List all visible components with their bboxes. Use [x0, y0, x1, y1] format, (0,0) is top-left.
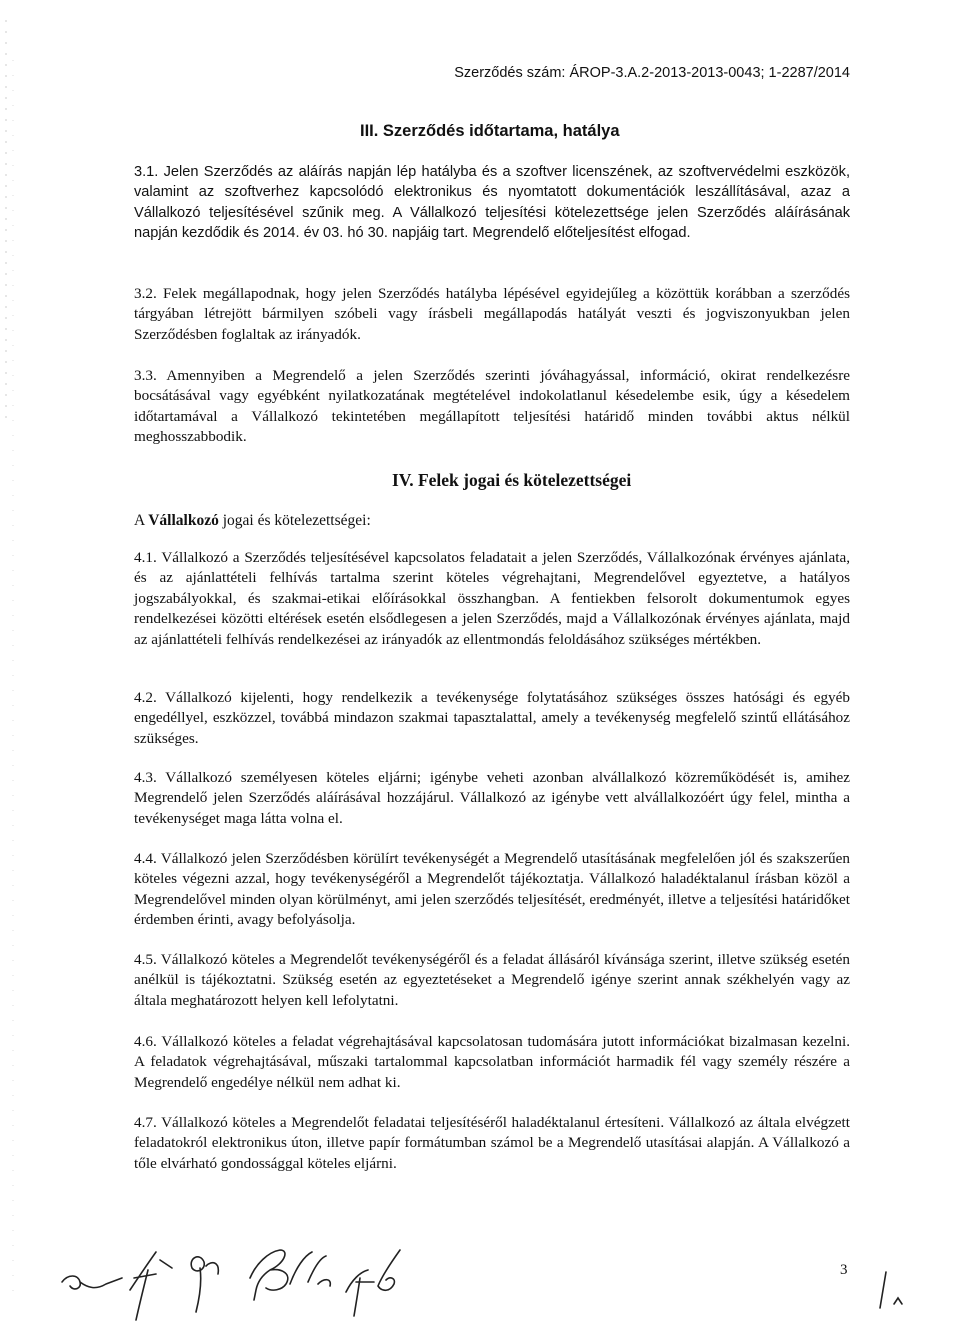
paragraph-4-5: 4.5. Vállalkozó köteles a Megrendelőt tevékenységéről és a feladat állásáról kívánsága szerint, illetve szükség esetén anélkül is tájékoztatni. Szükség esetén az egyeztetéseket a Megrendelő igénye szerint annak székhelyén vagy az általa meghatározott helyen kell lefolytatni. — [134, 951, 850, 1009]
subhead-suffix: jogai és kötelezettségei: — [218, 512, 371, 529]
contract-reference: Szerződés szám: ÁROP-3.A.2-2013-2013-0043; 1-2287/2014 — [454, 65, 850, 81]
paragraph-4-6: 4.6. Vállalkozó köteles a feladat végrehajtásával kapcsolatosan tudomására jutott információkat bizalmasan kezelni. A feladatok végrehajtásával, műszaki tartalommal kapcsolatban információt harmadik fél vagy személy részére a Megrendelő engedélye nélkül nem adhat ki. — [134, 1033, 850, 1091]
contractor-rights-subheading — [134, 512, 371, 530]
section-4-title: IV. Felek jogai és kötelezettségei — [392, 470, 632, 490]
paragraph-3-3: 3.3. Amennyiben a Megrendelő a jelen Szerződés szerinti jóváhagyással, információ, okirat rendelkezésre bocsátásával vagy egyébként nyilatkozatának megtételével indokolatlanul késedelembe esik, úgy a késedelem időtartamával a Vállalkozó tekintetében megállapított teljesítési határidő minden további aktus nélkül meghosszabbodik. — [134, 367, 850, 446]
paragraph-4-7: 4.7. Vállalkozó köteles a Megrendelőt feladatai teljesítéséről haladéktalanul értesíteni. Vállalkozó az általa elvégzett feladatokról elektronikus úton, illetve papír formátumban számol be a Megrendelő utasításai alapján. A Vállalkozó a tőle elvárható gondossággal köteles eljárni. — [134, 1114, 850, 1172]
subhead-prefix: A — [134, 512, 149, 529]
subhead-bold-word: Vállalkozó — [148, 512, 219, 529]
section-3-title: III. Szerződés időtartama, hatálya — [360, 122, 620, 140]
scan-edge-marks — [0, 0, 30, 1329]
paragraph-4-2: 4.2. Vállalkozó kijelenti, hogy rendelkezik a tevékenysége folytatásához szükséges összes hatósági és egyéb engedéllyel, eszközzel, továbbá mindazon szakmai tapasztalattal, amely a tevékenység megfelelő szintű ellátásához szükséges. — [134, 689, 850, 747]
handwritten-mark — [872, 1268, 912, 1313]
paragraph-3-2: 3.2. Felek megállapodnak, hogy jelen Szerződés hatályba lépésével egyidejűleg a közöttük korábban a szerződés tárgyában létrejött bármilyen szóbeli vagy írásbeli megállapodás hatályát veszti és jogviszonyukban jelen Szerződésben foglaltak az irányadók. — [134, 285, 850, 343]
page-number: 3 — [840, 1262, 848, 1278]
paragraph-4-3: 4.3. Vállalkozó személyesen köteles eljárni; igénybe veheti azonban alvállalkozó közreműködését is, amihez Megrendelő jelen Szerződés aláírásával hozzájárul. Vállalkozó az igénybe vett alvállalkozóért úgy felel, mintha a tevékenységet maga látta volna el. — [134, 769, 850, 827]
handwritten-initials — [60, 1238, 420, 1323]
paragraph-3-1: 3.1. Jelen Szerződés az aláírás napján lép hatályba és a szoftver licenszének, az szoftvervédelmi eszközök, valamint az szoftverhez kapcsolódó elektronikus és nyomtatott dokumentációk leszállításával, azaz a Vállalkozó teljesítésével szűnik meg. A Vállalkozó teljesítési kötelezettsége jelen Szerződés aláírásának napján kezdődik és 2014. év 03. hó 30. napjáig tart. Megrendelő előteljesítést elfogad. — [134, 164, 850, 242]
paragraph-4-4: 4.4. Vállalkozó jelen Szerződésben körülírt tevékenységét a Megrendelő utasításának megfelelően jól és szakszerűen köteles végezni azzal, hogy tevékenységéről a Megrendelőt tájékoztatja. Vállalkozó haladéktalanul írásban közöl a Megrendelővel minden olyan körülményt, ami jelen szerződés teljesítését, eredményét, illetve a teljesítési határidőket érdemben érinti, avagy befolyásolja. — [134, 850, 850, 929]
paragraph-4-1: 4.1. Vállalkozó a Szerződés teljesítésével kapcsolatos feladatait a jelen Szerződés, Vállalkozónak érvényes ajánlata, és az ajánlattételi felhívás tartalma szerint köteles végrehajtani, Megrendelővel egyeztetve, a hatályos jogszabályokkal, és szakmai-etikai előírásokkal összhangban. A fentiekben felsorolt dokumentumok egyes rendelkezései közötti eltérések esetén elsődlegesen a jelen Szerződés, majd a Vállalkozónak érvényes ajánlata, majd az ajánlattételi felhívás rendelkezései az irányadók az ellentmondás feloldásához szükséges mértékben. — [134, 549, 850, 648]
